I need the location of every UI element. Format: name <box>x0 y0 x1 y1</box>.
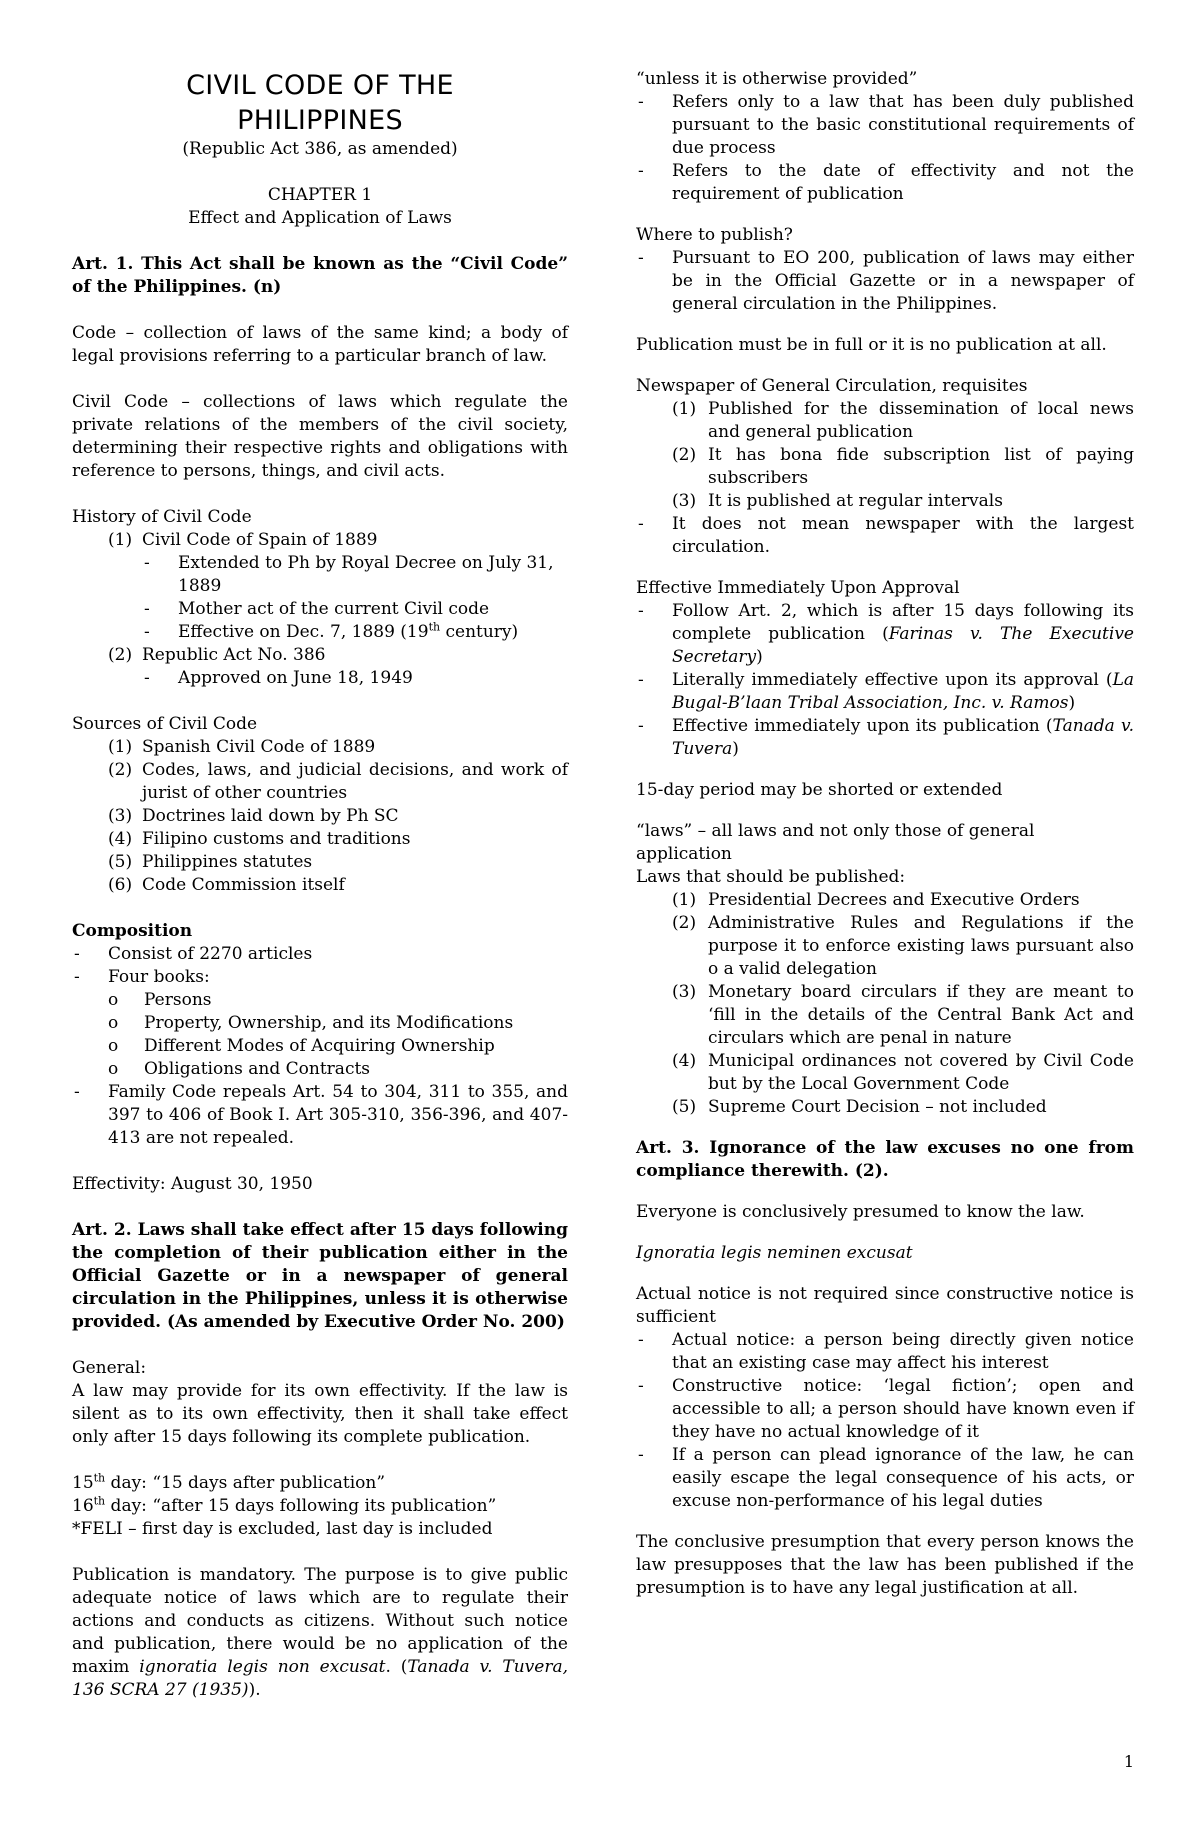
history-heading: History of Civil Code <box>72 507 252 527</box>
actual-notice-heading: Actual notice is not required since constructive notice is sufficient <box>636 1284 1134 1327</box>
title-line-1: CIVIL CODE OF THE <box>186 70 454 101</box>
sources-list <box>72 736 568 897</box>
source-number: (6) <box>108 875 133 895</box>
maxim: Ignoratia legis neminen excusat <box>636 1243 913 1263</box>
history-item-1b: - Mother act of the current Civil code <box>72 598 568 621</box>
newspaper-item <box>636 490 1134 513</box>
day-16-text: day: “after 15 days following its publication” <box>105 1496 497 1516</box>
close-paren: ) <box>1068 693 1076 713</box>
unless-heading: “unless it is otherwise provided” <box>636 69 918 89</box>
immediate-item-2-citation: La Bugal-B’laan Tribal Association, Inc. v. Ramos <box>672 670 1134 713</box>
book-item: o Different Modes of Acquiring Ownership <box>72 1035 568 1058</box>
source-text: Spanish Civil Code of 1889 <box>142 737 376 757</box>
title-line-2: PHILIPPINES <box>237 105 403 136</box>
laws-item-text: Municipal ordinances not covered by Civil Code but by the Local Government Code <box>708 1051 1134 1094</box>
day-16-number: 16 <box>72 1496 94 1516</box>
newspaper-item <box>636 444 1134 490</box>
immediate-item-1 <box>636 600 1134 669</box>
where-item-1: - Pursuant to EO 200, publication of laws may either be in the Official Gazette or in a newspaper of general circulation in the Philippines. <box>636 247 1134 316</box>
history-item-2-number: (2) <box>108 645 133 665</box>
general-heading: General: <box>72 1358 147 1378</box>
day-15-note <box>72 1472 568 1495</box>
page-number: 1 <box>1123 1752 1134 1771</box>
source-number: (5) <box>108 852 133 872</box>
composition-item-2: - Four books: <box>72 966 568 989</box>
history-item-1c <box>72 621 568 644</box>
laws-item-number: (2) <box>672 913 697 933</box>
laws-item-text: Presidential Decrees and Executive Orders <box>708 890 1080 910</box>
day-15-number: 15 <box>72 1473 94 1493</box>
source-item <box>72 828 568 851</box>
source-number: (2) <box>108 760 133 780</box>
immediate-item-3-text: Effective immediately upon its publication ( <box>672 716 1053 736</box>
source-text: Philippines statutes <box>142 852 313 872</box>
laws-item-text: Monetary board circulars if they are meant to ‘fill in the details of the Central Bank Act and circulars which are penal in nature <box>708 982 1134 1048</box>
laws-item-number: (3) <box>672 982 697 1002</box>
history-item-1-number: (1) <box>108 530 133 550</box>
right-column <box>636 68 1134 1600</box>
laws-item <box>636 981 1134 1050</box>
source-item <box>72 736 568 759</box>
immediate-item-1-citation: Farinas v. The Executive Secretary <box>672 624 1134 667</box>
newspaper-item-text: It is published at regular intervals <box>708 491 1003 511</box>
publication-text: Publication is mandatory. The purpose is to give public adequate notice of laws which are to regulate their actions and conducts as citizens. Without such notice and publication, there would be no application of the maxim <box>72 1565 568 1677</box>
chapter-title: Effect and Application of Laws <box>188 208 452 228</box>
composition-item-1: - Consist of 2270 articles <box>72 943 568 966</box>
article-2: Art. 2. Laws shall take effect after 15 days following the completion of their publication either in the Official Gazette or in a newspaper of general circulation in the Philippines, unless it is otherwise provided. (As amended by Executive Order No. 200) <box>72 1220 568 1332</box>
day-15-sup: th <box>93 1471 106 1485</box>
source-item <box>72 874 568 897</box>
immediate-item-3-citation: Tanada v. Tuvera <box>672 716 1135 759</box>
day-16-note <box>72 1495 568 1518</box>
history-item-2-text: Republic Act No. 386 <box>142 645 326 665</box>
book-item: o Property, Ownership, and its Modifications <box>72 1012 568 1035</box>
history-item-1c-text: Effective on Dec. 7, 1889 (19 <box>178 622 429 642</box>
code-definition: Code – collection of laws of the same kind; a body of legal provisions referring to a particular branch of law. <box>72 323 568 366</box>
composition-item-3: - Family Code repeals Art. 54 to 304, 311 to 355, and 397 to 406 of Book I. Art 305-310, 356-396, and 407-413 are not repealed. <box>72 1081 568 1150</box>
history-item-1c-end: century) <box>440 622 519 642</box>
history-item-1-text: Civil Code of Spain of 1889 <box>142 530 378 550</box>
immediate-item-3 <box>636 715 1134 761</box>
immediate-heading: Effective Immediately Upon Approval <box>636 578 960 598</box>
general-text: A law may provide for its own effectivity. If the law is silent as to its own effectivity, then it shall take effect only after 15 days following its complete publication. <box>72 1381 568 1447</box>
document-title <box>72 68 568 138</box>
civil-code-definition: Civil Code – collections of laws which regulate the private relations of the members of the civil society, determining their respective rights and obligations with reference to persons, things, and civil acts. <box>72 392 568 481</box>
close-paren: ) <box>756 647 763 667</box>
laws-heading: “laws” – all laws and not only those of general application <box>636 821 1035 864</box>
sources-heading: Sources of Civil Code <box>72 714 258 734</box>
period-note: 15-day period may be shorted or extended <box>636 780 1003 800</box>
book-item: o Persons <box>72 989 568 1012</box>
book-item: o Obligations and Contracts <box>72 1058 568 1081</box>
source-text: Codes, laws, and judicial decisions, and work of jurist of other countries <box>142 760 568 803</box>
article-3: Art. 3. Ignorance of the law excuses no one from compliance therewith. (2). <box>636 1138 1134 1181</box>
laws-item <box>636 1050 1134 1096</box>
source-text: Doctrines laid down by Ph SC <box>142 806 399 826</box>
left-column <box>72 68 568 1702</box>
composition-heading: Composition <box>72 921 193 941</box>
immediate-item-2-text: Literally immediately effective upon its approval ( <box>672 670 1113 690</box>
actual-notice-item-2: - Constructive notice: ‘legal fiction’; open and accessible to all; a person should have known even if they have no actual knowledge of it <box>636 1375 1134 1444</box>
laws-item <box>636 912 1134 981</box>
source-item <box>72 851 568 874</box>
conclusive-presumption: The conclusive presumption that every person knows the law presupposes that the law has been published if the presumption is to have any legal justification at all. <box>636 1532 1134 1598</box>
source-item <box>72 805 568 828</box>
unless-item-2: - Refers to the date of effectivity and not the requirement of publication <box>636 160 1134 206</box>
immediate-item-1-text: Follow Art. 2, which is after 15 days following its complete publication ( <box>672 601 1134 644</box>
history-item-1 <box>72 529 568 552</box>
close-paren: ) <box>732 739 739 759</box>
source-number: (3) <box>108 806 133 826</box>
newspaper-item <box>636 398 1134 444</box>
newspaper-item-number: (3) <box>672 491 697 511</box>
history-item-2a: - Approved on June 18, 1949 <box>72 667 568 690</box>
publication-citation: Tanada v. Tuvera, 136 SCRA 27 (1935) <box>72 1657 568 1700</box>
source-text: Filipino customs and traditions <box>142 829 411 849</box>
day-16-sup: th <box>93 1494 106 1508</box>
full-publication-note: Publication must be in full or it is no publication at all. <box>636 335 1107 355</box>
actual-notice-item-3: - If a person can plead ignorance of the law, he can easily escape the legal consequence of his acts, or excuse non-performance of his legal duties <box>636 1444 1134 1513</box>
publication-paragraph <box>72 1564 568 1702</box>
day-15-text: day: “15 days after publication” <box>105 1473 386 1493</box>
unless-item-1: - Refers only to a law that has been duly published pursuant to the basic constitutional requirements of due process <box>636 91 1134 160</box>
laws-item-number: (1) <box>672 890 697 910</box>
laws-item-text: Administrative Rules and Regulations if the purpose it to enforce existing laws pursuant also o a valid delegation <box>708 913 1134 979</box>
history-item-2 <box>72 644 568 667</box>
newspaper-heading: Newspaper of General Circulation, requisites <box>636 376 1028 396</box>
laws-item-text: Supreme Court Decision – not included <box>708 1097 1047 1117</box>
effectivity-date: Effectivity: August 30, 1950 <box>72 1174 313 1194</box>
newspaper-item-text: Published for the dissemination of local news and general publication <box>708 399 1134 442</box>
feli-note: *FELI – first day is excluded, last day is included <box>72 1519 493 1539</box>
where-heading: Where to publish? <box>636 225 793 245</box>
actual-notice-item-1: - Actual notice: a person being directly given notice that an existing case may affect his interest <box>636 1329 1134 1375</box>
laws-item-number: (4) <box>672 1051 697 1071</box>
newspaper-note: - It does not mean newspaper with the largest circulation. <box>636 513 1134 559</box>
laws-item-number: (5) <box>672 1097 697 1117</box>
chapter-number: CHAPTER 1 <box>267 185 373 205</box>
newspaper-item-number: (1) <box>672 399 697 419</box>
laws-subheading: Laws that should be published: <box>636 867 906 887</box>
newspaper-item-text: It has bona fide subscription list of paying subscribers <box>708 445 1134 488</box>
laws-item <box>636 889 1134 912</box>
publication-punct: . ( <box>385 1657 408 1677</box>
publication-maxim: ignoratia legis non excusat <box>139 1657 386 1677</box>
source-number: (4) <box>108 829 133 849</box>
everyone-note: Everyone is conclusively presumed to know the law. <box>636 1202 1085 1222</box>
source-item <box>72 759 568 805</box>
laws-item <box>636 1096 1134 1119</box>
subtitle: (Republic Act 386, as amended) <box>182 139 458 159</box>
history-item-1a: - Extended to Ph by Royal Decree on July 31, 1889 <box>72 552 568 598</box>
source-number: (1) <box>108 737 133 757</box>
article-1: Art. 1. This Act shall be known as the “Civil Code” of the Philippines. (n) <box>72 254 568 297</box>
history-item-1c-sup: th <box>428 620 441 634</box>
publication-end: ). <box>248 1680 261 1700</box>
immediate-item-2 <box>636 669 1134 715</box>
source-text: Code Commission itself <box>142 875 345 895</box>
newspaper-item-number: (2) <box>672 445 697 465</box>
